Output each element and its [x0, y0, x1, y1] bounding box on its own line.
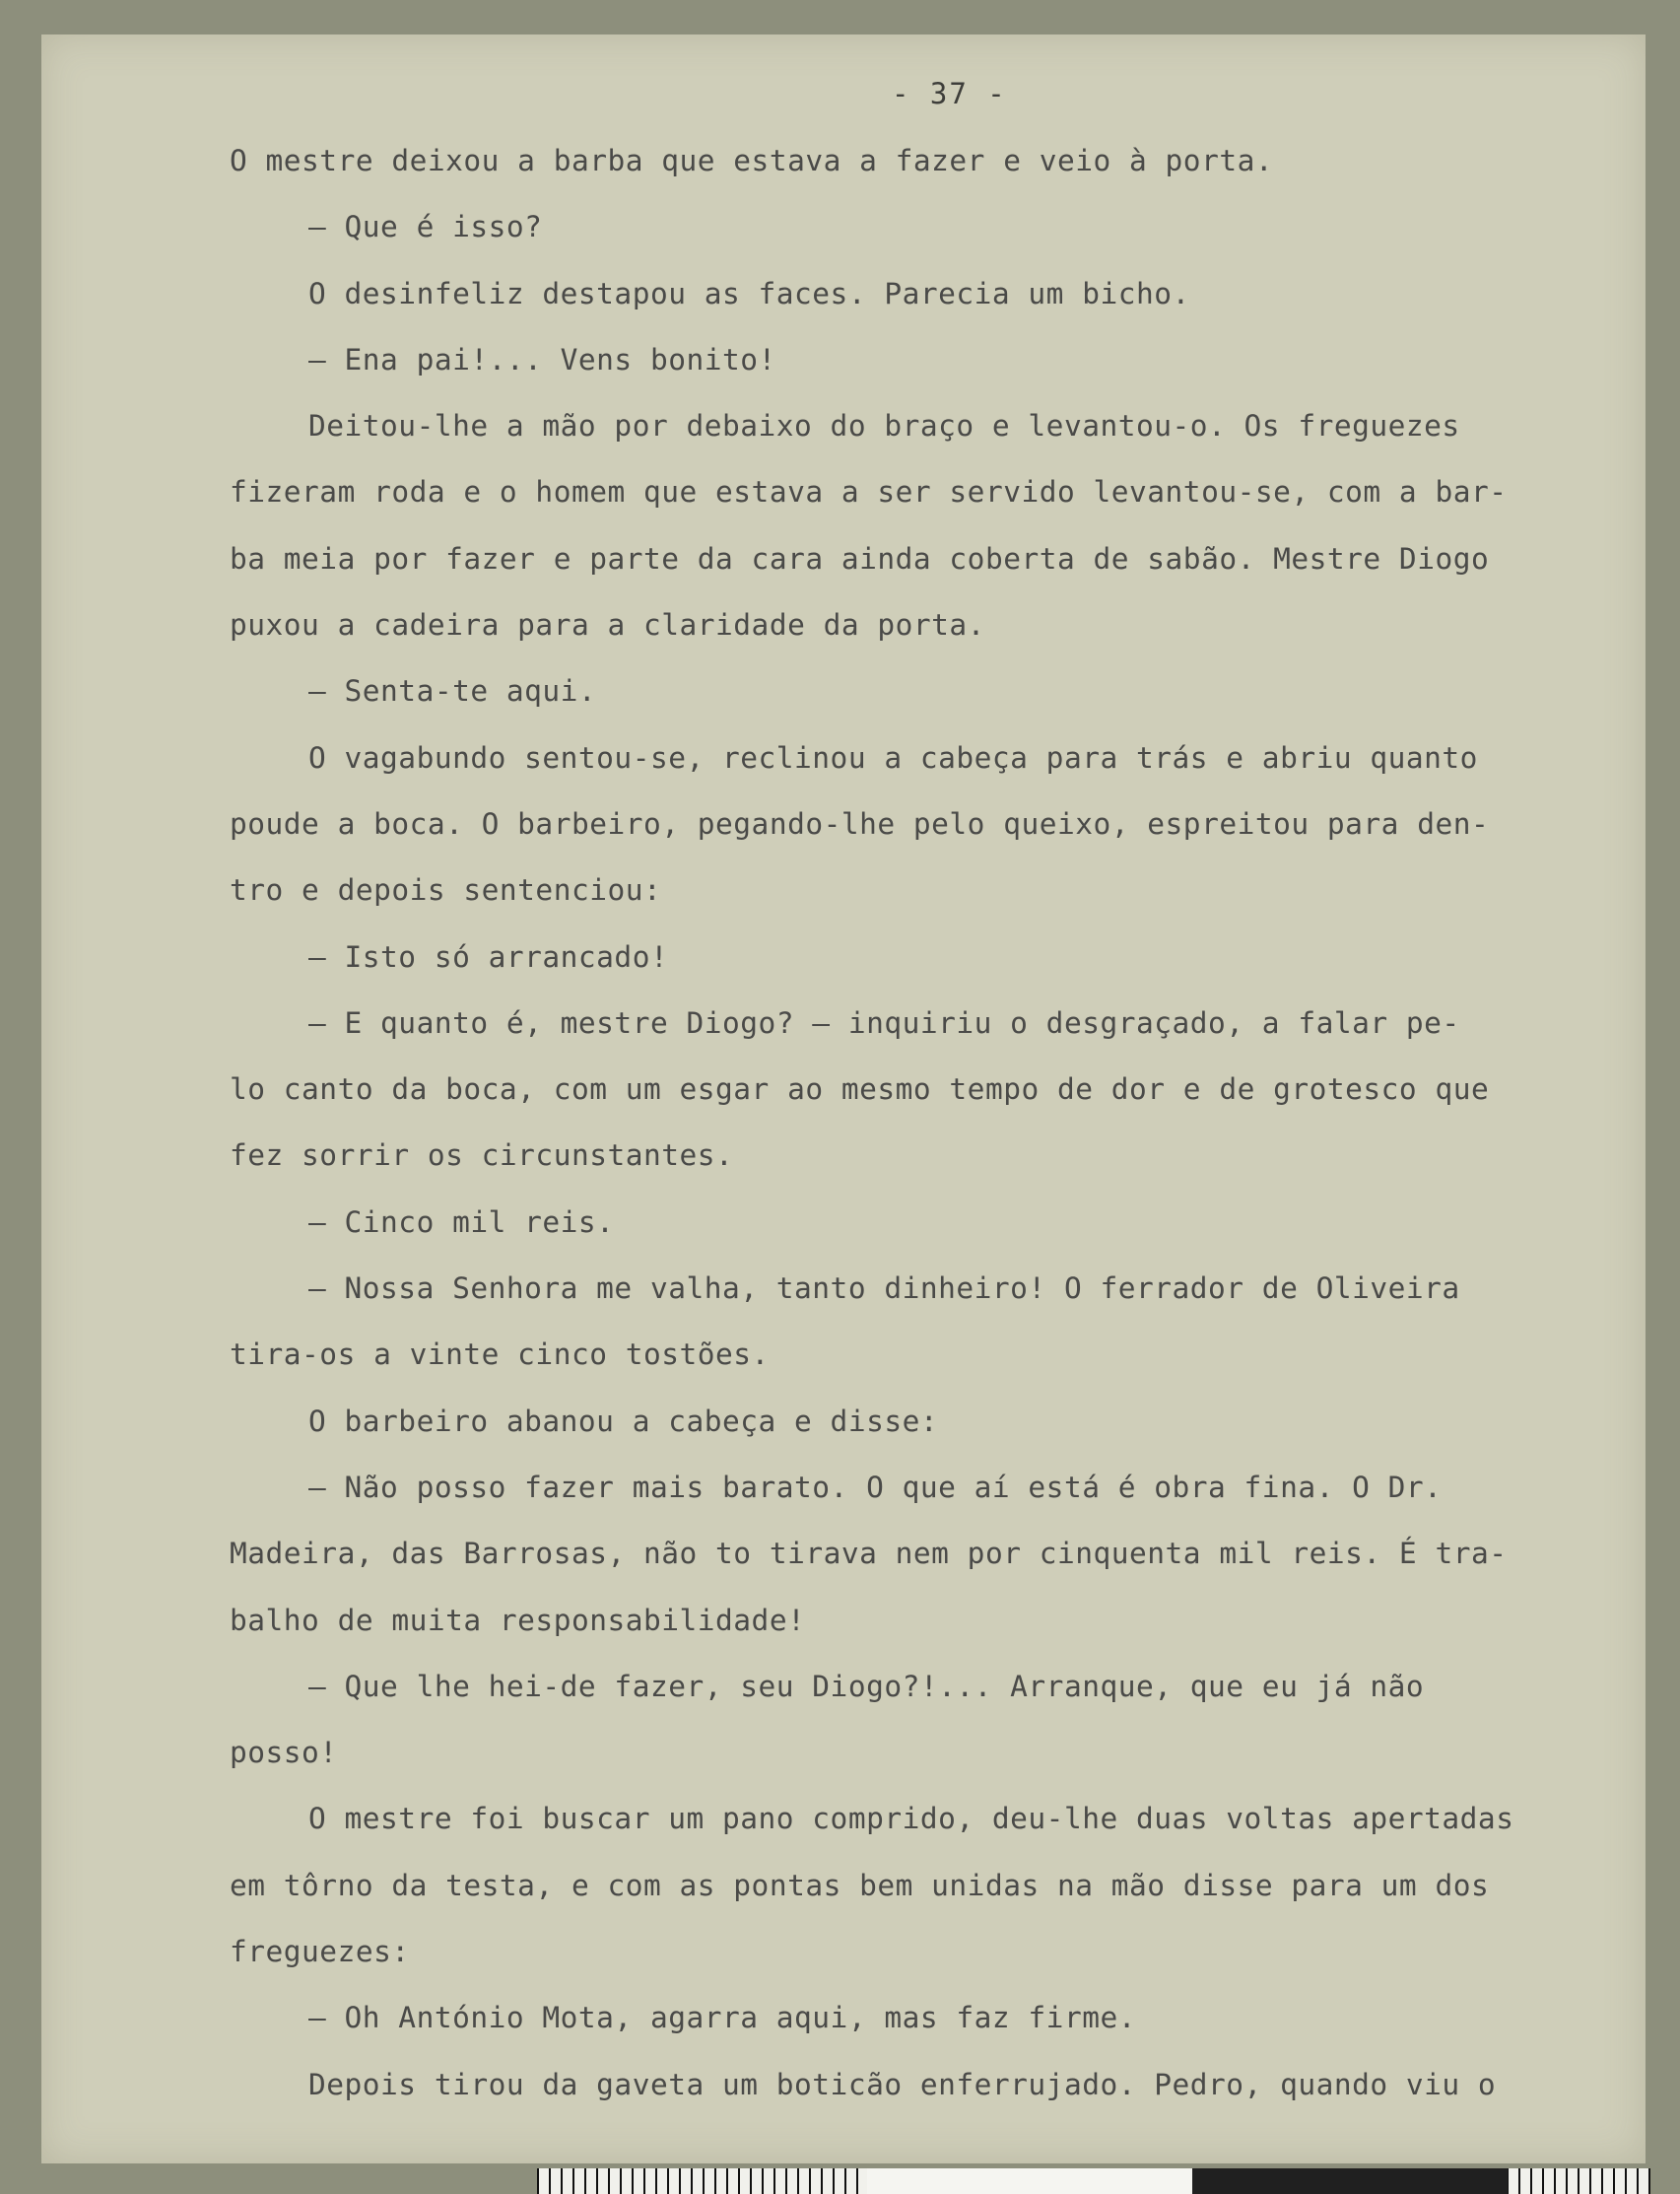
text-line: — Oh António Mota, agarra aqui, mas faz firme.: [308, 2001, 1136, 2035]
ruler-dark-segment: [1192, 2168, 1508, 2194]
text-line: O vagabundo sentou-se, reclinou a cabeça para trás e abriu quanto: [308, 740, 1478, 775]
text-line: ba meia por fazer e parte da cara ainda coberta de sabão. Mestre Diogo: [230, 541, 1490, 576]
text-line: — Ena pai!... Vens bonito!: [308, 342, 776, 377]
text-line: em tôrno da testa, e com as pontas bem unidas na mão disse para um dos: [230, 1868, 1490, 1902]
body-text: [230, 138, 1629, 2128]
text-line: — Cinco mil reis.: [308, 1204, 615, 1239]
text-line: Madeira, das Barrosas, não to tirava nem por cinquenta mil reis. É tra-: [230, 1537, 1508, 1571]
text-line: poude a boca. O barbeiro, pegando-lhe pelo queixo, espreitou para den-: [230, 806, 1490, 841]
text-line: balho de muita responsabilidade!: [230, 1603, 806, 1637]
text-line: — Que é isso?: [308, 210, 543, 244]
text-line: O mestre foi buscar um pano comprido, deu-lhe duas voltas apertadas: [308, 1802, 1514, 1836]
text-line: — Senta-te aqui.: [308, 674, 597, 709]
page-number: - 37 -: [892, 77, 1007, 110]
text-line: O desinfeliz destapou as faces. Parecia um bicho.: [308, 276, 1190, 310]
text-line: puxou a cadeira para a claridade da porta.: [230, 608, 985, 643]
text-line: fizeram roda e o homem que estava a ser servido levantou-se, com a bar-: [230, 475, 1508, 510]
text-line: fez sorrir os circunstantes.: [230, 1138, 734, 1173]
text-line: — Que lhe hei-de fazer, seu Diogo?!... Arranque, que eu já não: [308, 1669, 1425, 1703]
ruler-white-segment: [867, 2168, 1192, 2194]
text-line: Depois tirou da gaveta um boticão enferrujado. Pedro, quando viu o: [308, 2067, 1497, 2101]
text-line: Deitou-lhe a mão por debaixo do braço e levantou-o. Os freguezes: [308, 409, 1460, 444]
text-line: lo canto da boca, com um esgar ao mesmo tempo de dor e de grotesco que: [230, 1072, 1490, 1107]
text-line: — E quanto é, mestre Diogo? — inquiriu o desgraçado, a falar pe-: [308, 1005, 1460, 1040]
text-line: tro e depois sentenciou:: [230, 873, 662, 908]
text-line: freguezes:: [230, 1935, 410, 1969]
text-line: tira-os a vinte cinco tostões.: [230, 1337, 770, 1372]
text-line: — Nossa Senhora me valha, tanto dinheiro! O ferrador de Oliveira: [308, 1271, 1460, 1306]
text-line: O mestre deixou a barba que estava a fazer e veio à porta.: [230, 144, 1274, 177]
text-line: O barbeiro abanou a cabeça e disse:: [308, 1404, 939, 1438]
text-line: posso!: [230, 1736, 338, 1770]
text-line: — Não posso fazer mais barato. O que aí está é obra fina. O Dr.: [308, 1470, 1443, 1504]
text-line: — Isto só arrancado!: [308, 939, 669, 974]
